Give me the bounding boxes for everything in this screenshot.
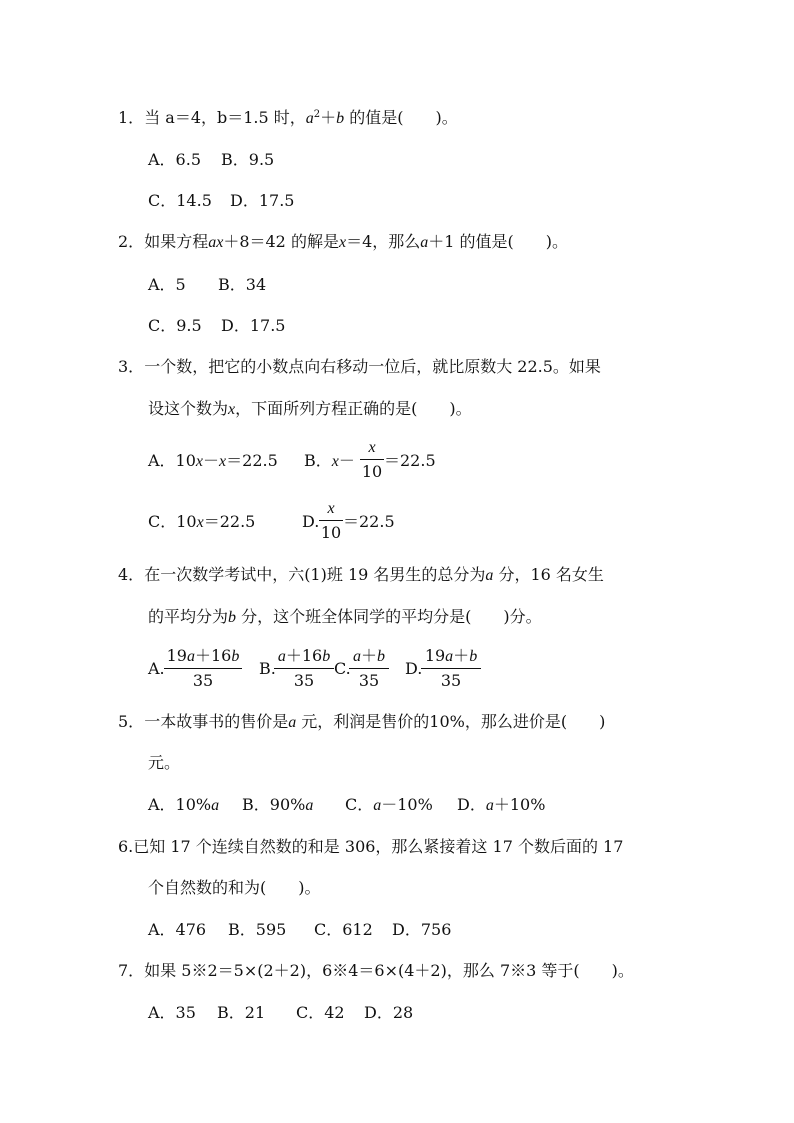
- fraction-numerator: x: [360, 440, 384, 460]
- question-number: 6.: [118, 837, 134, 856]
- stem-text: 分，这个班全体同学的平均分是( )分。: [236, 607, 542, 626]
- stem-text: 当 a＝4，b＝1.5 时，: [144, 108, 306, 127]
- q6-option-b[interactable]: B．595: [228, 920, 287, 939]
- q3-option-b-fraction: [360, 440, 384, 480]
- stem-text: 如果 5※2＝5×(2＋2)，6※4＝6×(4＋2)，那么 7※3 等于( )。: [144, 961, 634, 980]
- option-label: C．10: [148, 512, 197, 531]
- q1-option-c[interactable]: C．14.5: [148, 191, 212, 210]
- question-number: 1．: [118, 108, 145, 127]
- variable-a: a: [288, 714, 297, 731]
- stem-text: 在一次数学考试中，六(1)班 19 名男生的总分为: [144, 565, 486, 584]
- stem-text: 的值是( )。: [344, 108, 458, 127]
- variable-a: a: [186, 648, 195, 665]
- variable-x: x: [338, 234, 347, 251]
- q3-option-d-rest: ＝22.5: [343, 512, 395, 531]
- q1-option-b[interactable]: B．9.5: [221, 150, 275, 169]
- question-7-stem: [118, 963, 634, 979]
- fraction-denominator: 10: [361, 462, 383, 481]
- q7-option-a[interactable]: A．35: [148, 1003, 196, 1022]
- q6-option-c[interactable]: C．612: [314, 920, 373, 939]
- stem-text: 一本故事书的售价是: [144, 712, 289, 731]
- fraction-numerator: [164, 648, 242, 669]
- q2-option-d[interactable]: D．17.5: [221, 316, 286, 335]
- operator: ＋: [453, 646, 470, 665]
- variable-x: x: [331, 453, 339, 470]
- variable-a: a: [352, 648, 361, 665]
- question-5-stem-line1: [118, 714, 605, 731]
- q4-option-d-fraction: [421, 648, 481, 689]
- fraction-denominator: 35: [293, 671, 315, 690]
- variable-x: x: [228, 401, 236, 418]
- fraction-numerator: [349, 648, 389, 669]
- question-number: 7．: [118, 961, 145, 980]
- question-3-stem-line2: [148, 401, 472, 418]
- question-1-stem: [118, 110, 458, 127]
- variable-b: b: [336, 110, 345, 127]
- variable-a: a: [485, 797, 494, 814]
- stem-text: 元，利润是售价的10%，那么进价是( ): [296, 712, 606, 731]
- variable-a: a: [373, 797, 382, 814]
- q3-option-b-rest: ＝22.5: [384, 451, 436, 470]
- equation-rest: ＝22.5: [226, 451, 278, 470]
- fraction-denominator: 35: [358, 671, 380, 690]
- variable-a: a: [305, 797, 314, 814]
- variable-x: x: [219, 453, 227, 470]
- stem-text: 已知 17 个连续自然数的和是 306，那么紧接着这 17 个数后面的 17: [133, 837, 624, 856]
- option-label: D．: [457, 795, 486, 814]
- plus-sign: ＋: [320, 108, 337, 127]
- question-number: 2．: [118, 232, 145, 251]
- variable-x: x: [195, 453, 204, 470]
- question-6-stem-line1: [118, 839, 623, 855]
- coefficient: 19: [424, 646, 446, 665]
- stem-text: 分，16 名女生: [493, 565, 604, 584]
- q6-option-a[interactable]: A．476: [148, 920, 207, 939]
- q5-option-d[interactable]: [457, 797, 545, 814]
- stem-text: 的平均分为: [148, 607, 229, 626]
- operator: ＋16: [285, 646, 323, 665]
- q3-option-d-label[interactable]: D.: [302, 512, 320, 531]
- minus-sign: －: [338, 451, 355, 470]
- q1-option-d[interactable]: D．17.5: [230, 191, 295, 210]
- variable-b: b: [469, 648, 478, 665]
- stem-text: ＝4，那么: [346, 232, 421, 251]
- q4-option-c-label[interactable]: C.: [334, 659, 351, 678]
- variable-b: b: [228, 609, 237, 626]
- stem-text: ，下面所列方程正确的是( )。: [235, 399, 472, 418]
- variable-b: b: [377, 648, 385, 665]
- operator: ＋16: [194, 646, 232, 665]
- option-label: B．: [304, 451, 332, 470]
- coefficient: 19: [166, 646, 187, 665]
- question-6-stem-line2: 个自然数的和为( )。: [148, 878, 321, 897]
- operator: ＋: [360, 646, 377, 665]
- fraction-denominator: 35: [440, 671, 462, 690]
- variable-b: b: [322, 648, 331, 665]
- option-rest: ＋10%: [493, 795, 546, 814]
- question-4-stem-line1: [118, 567, 604, 584]
- q3-option-d-fraction: [319, 501, 343, 541]
- option-rest: －10%: [381, 795, 433, 814]
- q7-option-c[interactable]: C．42: [296, 1003, 345, 1022]
- question-2-stem: [118, 234, 568, 251]
- fraction-numerator: [421, 648, 481, 669]
- q4-option-c-fraction: [349, 648, 389, 689]
- q5-option-c[interactable]: [345, 797, 433, 814]
- equation-rest: ＝22.5: [203, 512, 256, 531]
- q4-option-b-fraction: [274, 648, 334, 689]
- fraction-denominator: 10: [320, 523, 342, 542]
- question-number: 4．: [118, 565, 145, 584]
- q1-option-a[interactable]: A．6.5: [148, 150, 202, 169]
- q2-option-c[interactable]: C．9.5: [148, 316, 202, 335]
- option-label: B．90%: [242, 795, 306, 814]
- variable-a: a: [485, 567, 494, 584]
- question-3-stem-line1: [118, 359, 601, 375]
- variable-a: a: [445, 648, 454, 665]
- stem-text: 一个数，把它的小数点向右移动一位后，就比原数大 22.5。如果: [144, 357, 601, 376]
- q7-option-d[interactable]: D．28: [364, 1003, 414, 1022]
- variable-ax: ax: [208, 234, 224, 251]
- q4-option-a-fraction: [164, 648, 242, 689]
- q2-option-b[interactable]: B．34: [218, 275, 267, 294]
- fraction-numerator: [274, 648, 334, 669]
- variable-x: x: [196, 514, 204, 531]
- variable-a: a: [305, 110, 314, 127]
- fraction-denominator: 35: [192, 671, 214, 690]
- variable-b: b: [231, 648, 240, 665]
- q5-option-a[interactable]: [148, 797, 219, 814]
- q3-option-c[interactable]: [148, 514, 255, 531]
- option-label: C．: [345, 795, 374, 814]
- variable-a: a: [277, 648, 286, 665]
- variable-a: a: [420, 234, 429, 251]
- stem-text: ＋1 的值是( )。: [428, 232, 569, 251]
- exponent: 2: [313, 109, 321, 120]
- q3-option-b-label[interactable]: [304, 453, 355, 470]
- q3-option-a[interactable]: [148, 453, 278, 470]
- q2-option-a[interactable]: A．5: [148, 275, 186, 294]
- question-4-stem-line2: [148, 609, 542, 626]
- option-label: A．10%: [148, 795, 212, 814]
- q4-option-b-label[interactable]: B.: [259, 659, 276, 678]
- q5-option-b[interactable]: [242, 797, 313, 814]
- stem-text: 如果方程: [144, 232, 209, 251]
- question-number: 3．: [118, 357, 145, 376]
- q4-option-d-label[interactable]: D.: [405, 659, 423, 678]
- stem-text: 设这个数为: [148, 399, 229, 418]
- q4-option-a-label[interactable]: A.: [148, 659, 165, 678]
- stem-text: ＋8＝42 的解是: [223, 232, 339, 251]
- option-label: A．10: [148, 451, 196, 470]
- q7-option-b[interactable]: B．21: [217, 1003, 266, 1022]
- fraction-numerator: x: [319, 501, 343, 521]
- question-5-stem-line2: 元。: [148, 753, 181, 772]
- variable-a: a: [211, 797, 220, 814]
- minus-sign: －: [203, 451, 220, 470]
- question-number: 5．: [118, 712, 145, 731]
- q6-option-d[interactable]: D．756: [392, 920, 452, 939]
